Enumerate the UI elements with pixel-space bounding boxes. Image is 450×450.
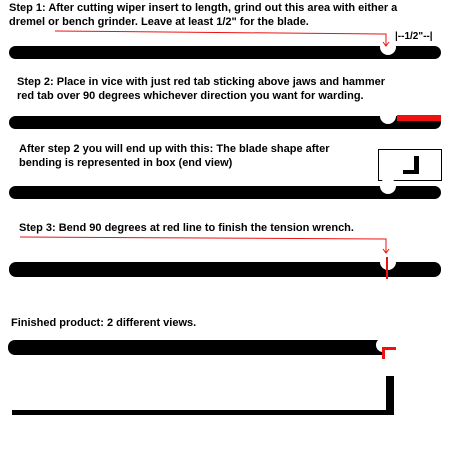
arrow-step3: [20, 237, 389, 253]
half-inch-dimension-label: |--1/2"--|: [395, 31, 433, 42]
after-step2-text-line2: bending is represented in box (end view): [19, 157, 233, 169]
step2-text-line2: red tab over 90 degrees whichever direction you want for warding.: [17, 90, 364, 102]
step2-text-line1: Step 2: Place in vice with just red tab sticking above jaws and hammer: [17, 76, 386, 88]
arrow-step1: [55, 31, 389, 46]
step1-text-line1: Step 1: After cutting wiper insert to length, grind out this area with either a: [9, 2, 398, 14]
step3-text-line1: Step 3: Bend 90 degrees at red line to finish the tension wrench.: [19, 222, 354, 234]
after-step2-text-line1: After step 2 you will end up with this: The blade shape after: [19, 143, 330, 155]
step1-text-line2: dremel or bench grinder. Leave at least 1/2" for the blade.: [9, 16, 309, 28]
finished-text-line1: Finished product: 2 different views.: [11, 317, 197, 329]
